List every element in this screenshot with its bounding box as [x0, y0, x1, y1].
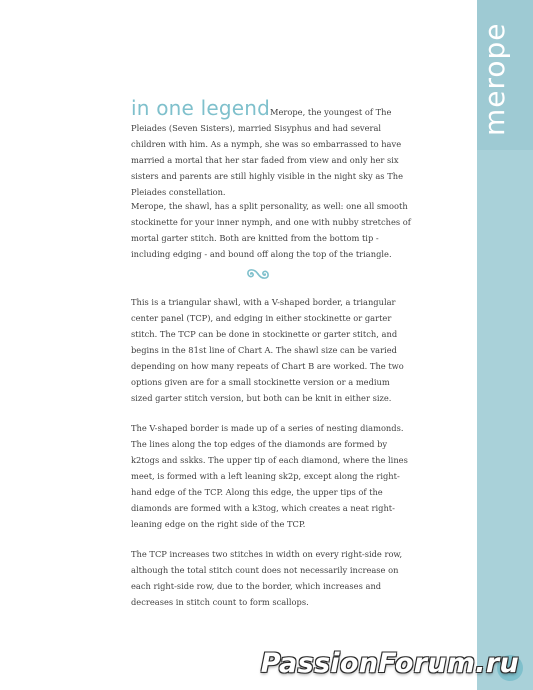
paragraph-2: [131, 198, 413, 262]
watermark: PassionForum.ru: [260, 648, 519, 679]
paragraph-2-text: Merope, the shawl, has a split personality, as well: one all smooth stockinette for your inner nymph, and one with nubby stretches of mortal garter stitch. Both are knitted from the bottom tip - including edging - and bound off along the top of the triangle.: [131, 201, 411, 259]
swirl-ornament-icon: [244, 266, 272, 282]
side-title: merope: [478, 22, 511, 136]
intro-lead: in one legend: [131, 96, 270, 120]
paragraph-4-text: The V-shaped border is made up of a series of nesting diamonds. The lines along the top edges of the diamonds are formed by k2togs and sskks. The upper tip of each diamond, where the lines meet, is formed with a left leaning sk2p, except along the right-hand edge of the TCP. Along this edge, the upper tips of the diamonds are formed with a k3tog, which creates a neat right-leaning edge on the right side of the TCP.: [131, 423, 408, 529]
intro-paragraph: [131, 96, 413, 200]
paragraph-5-text: The TCP increases two stitches in width on every right-side row, although the total stitch count does not necessarily increase on each right-side row, due to the border, which increases and decreases in stitch count to form scallops.: [131, 549, 403, 607]
intro-text: Merope, the youngest of The Pleiades (Seven Sisters), married Sisyphus and had several children with him. As a nymph, she was so embarrassed to have married a mortal that her star faded from view and only her six sisters and parents are still highly visible in the night sky as The Pleiades constellation.: [131, 107, 403, 197]
intro-block: [131, 96, 413, 200]
paragraph-5: [131, 546, 413, 610]
paragraph-3-text: This is a triangular shawl, with a V-shaped border, a triangular center panel (TCP), and edging in either stockinette or garter stitch. The TCP can be done in stockinette or garter stitch, and begins in the 81st line of Chart A. The shawl size can be varied depending on how many repeats of Chart B are worked. The two options given are for a small stockinette version or a medium sized garter stitch version, but both can be knit in either size.: [131, 297, 404, 403]
paragraph-3: [131, 294, 413, 406]
paragraph-4: [131, 420, 413, 532]
